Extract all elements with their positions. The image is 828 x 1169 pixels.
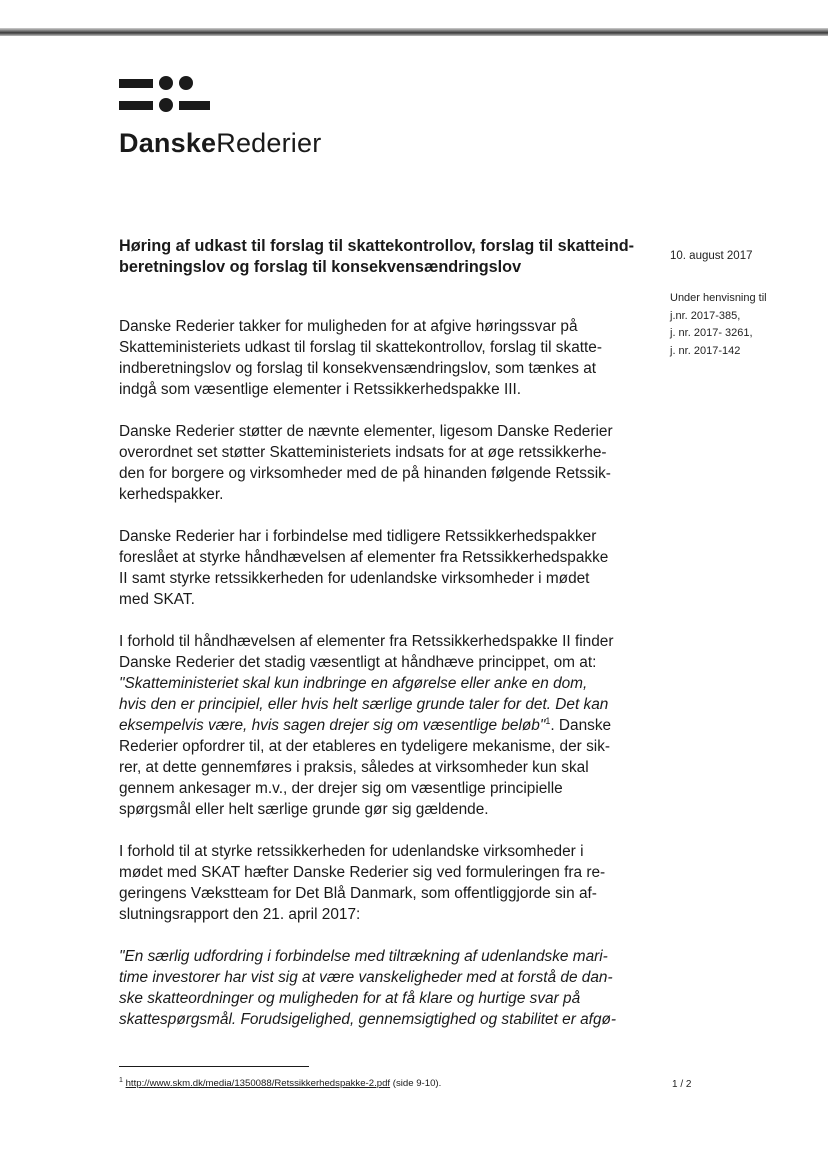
quote-paragraph: [119, 946, 639, 1030]
quote-line: "Skatteministeriet skal kun indbringe en afgørelse eller anke en dom,: [119, 675, 588, 692]
text-line: slutningsrapport den 21. april 2017:: [119, 906, 361, 923]
quote-line: ske skatteordninger og muligheden for at få klare og hurtige svar på: [119, 990, 581, 1007]
text-line: kerhedspakker.: [119, 486, 224, 503]
text-line: geringens Vækstteam for Det Blå Danmark, som offentliggjorde sin af-: [119, 885, 597, 902]
text-line: I forhold til håndhævelsen af elementer fra Retssikkerhedspakke II finder: [119, 633, 614, 650]
footnote-ref[interactable]: 1: [545, 715, 551, 726]
text-line: Rederier opfordrer til, at der etableres en tydeligere mekanisme, der sik-: [119, 738, 611, 755]
text-line: rer, at dette gennemføres i praksis, således at virksomheder kun skal: [119, 759, 589, 776]
quote-line: time investorer har vist sig at være vanskeligheder med at forstå de dan-: [119, 969, 613, 986]
quote-line: hvis den er principiel, eller hvis helt særlige grunde taler for det. Det kan: [119, 696, 609, 713]
text-line: Danske Rederier det stadig væsentligt at håndhæve princippet, om at:: [119, 654, 597, 671]
letter-title: [119, 236, 639, 278]
paragraph: [119, 421, 639, 505]
reference-line: j.nr. 2017-385,: [670, 309, 741, 322]
text-line: Danske Rederier takker for muligheden for at afgive høringssvar på: [119, 318, 578, 335]
reference-line: j. nr. 2017-142: [670, 344, 741, 357]
letter-body: [119, 316, 639, 1051]
scan-edge-bar: [0, 28, 828, 36]
text-line: gennem ankesager m.v., der drejer sig om væsentlige principielle: [119, 780, 563, 797]
reference-line: Under henvisning til: [670, 292, 767, 304]
text-line: den for borgere og virksomheder med de på hinanden følgende Retssik-: [119, 465, 611, 482]
quote-line: eksempelvis være, hvis sagen drejer sig om væsentlige beløb"$^1$. Danske: [119, 715, 612, 734]
quote-line: "En særlig udfordring i forbindelse med tiltrækning af udenlandske mari-: [119, 948, 608, 965]
reference-line: j. nr. 2017- 3261,: [670, 327, 753, 339]
text-line: I forhold til at styrke retssikkerheden for udenlandske virksomheder i: [119, 843, 584, 860]
quote-line: skattespørgsmål. Forudsigelighed, gennemsigtighed og stabilitet er afgø-: [119, 1011, 617, 1028]
title-line: Høring af udkast til forslag til skattekontrollov, forslag til skatteind-: [119, 237, 635, 255]
footnote: $^1$ http://www.skm.dk/media/1350088/Retssikkerhedspakke-2.pdf (side 9-10).: [119, 1076, 442, 1089]
text-line: Danske Rederier støtter de nævnte elementer, ligesom Danske Rederier: [119, 423, 613, 440]
text-line: foreslået at styrke håndhævelsen af elementer fra Retssikkerhedspakke: [119, 549, 609, 566]
text-line: indgå som væsentlige elementer i Retssikkerhedspakke III.: [119, 381, 522, 398]
text-line: Skatteministeriets udkast til forslag til skattekontrollov, forslag til skatte-: [119, 339, 602, 356]
brand-wordmark: DanskeRederier: [119, 128, 322, 158]
footnote-divider: [119, 1066, 309, 1067]
paragraph: [119, 841, 639, 925]
paragraph: [119, 631, 639, 820]
text-line: med SKAT.: [119, 591, 195, 608]
paragraph: [119, 316, 639, 400]
text-line: mødet med SKAT hæfter Danske Rederier sig ved formuleringen fra re-: [119, 864, 606, 881]
page-number: 1 / 2: [672, 1079, 692, 1090]
reference-block: [670, 290, 767, 360]
paragraph: [119, 526, 639, 610]
footnote-link[interactable]: http://www.skm.dk/media/1350088/Retssikkerhedspakke-2.pdf: [125, 1078, 391, 1089]
letter-date: 10. august 2017: [670, 250, 753, 262]
title-line: beretningslov og forslag til konsekvensændringslov: [119, 258, 522, 276]
text-line: overordnet set støtter Skatteministeriets indsats for at øge retssikkerhe-: [119, 444, 607, 461]
text-line: indberetningslov og forslag til konsekvensændringslov, som tænkes at: [119, 360, 597, 377]
text-line: Danske Rederier har i forbindelse med tidligere Retssikkerhedspakker: [119, 528, 597, 545]
text-line: spørgsmål eller helt særlige grunde gør sig gældende.: [119, 801, 489, 818]
text-line: II samt styrke retssikkerheden for udenlandske virksomheder i mødet: [119, 570, 590, 587]
